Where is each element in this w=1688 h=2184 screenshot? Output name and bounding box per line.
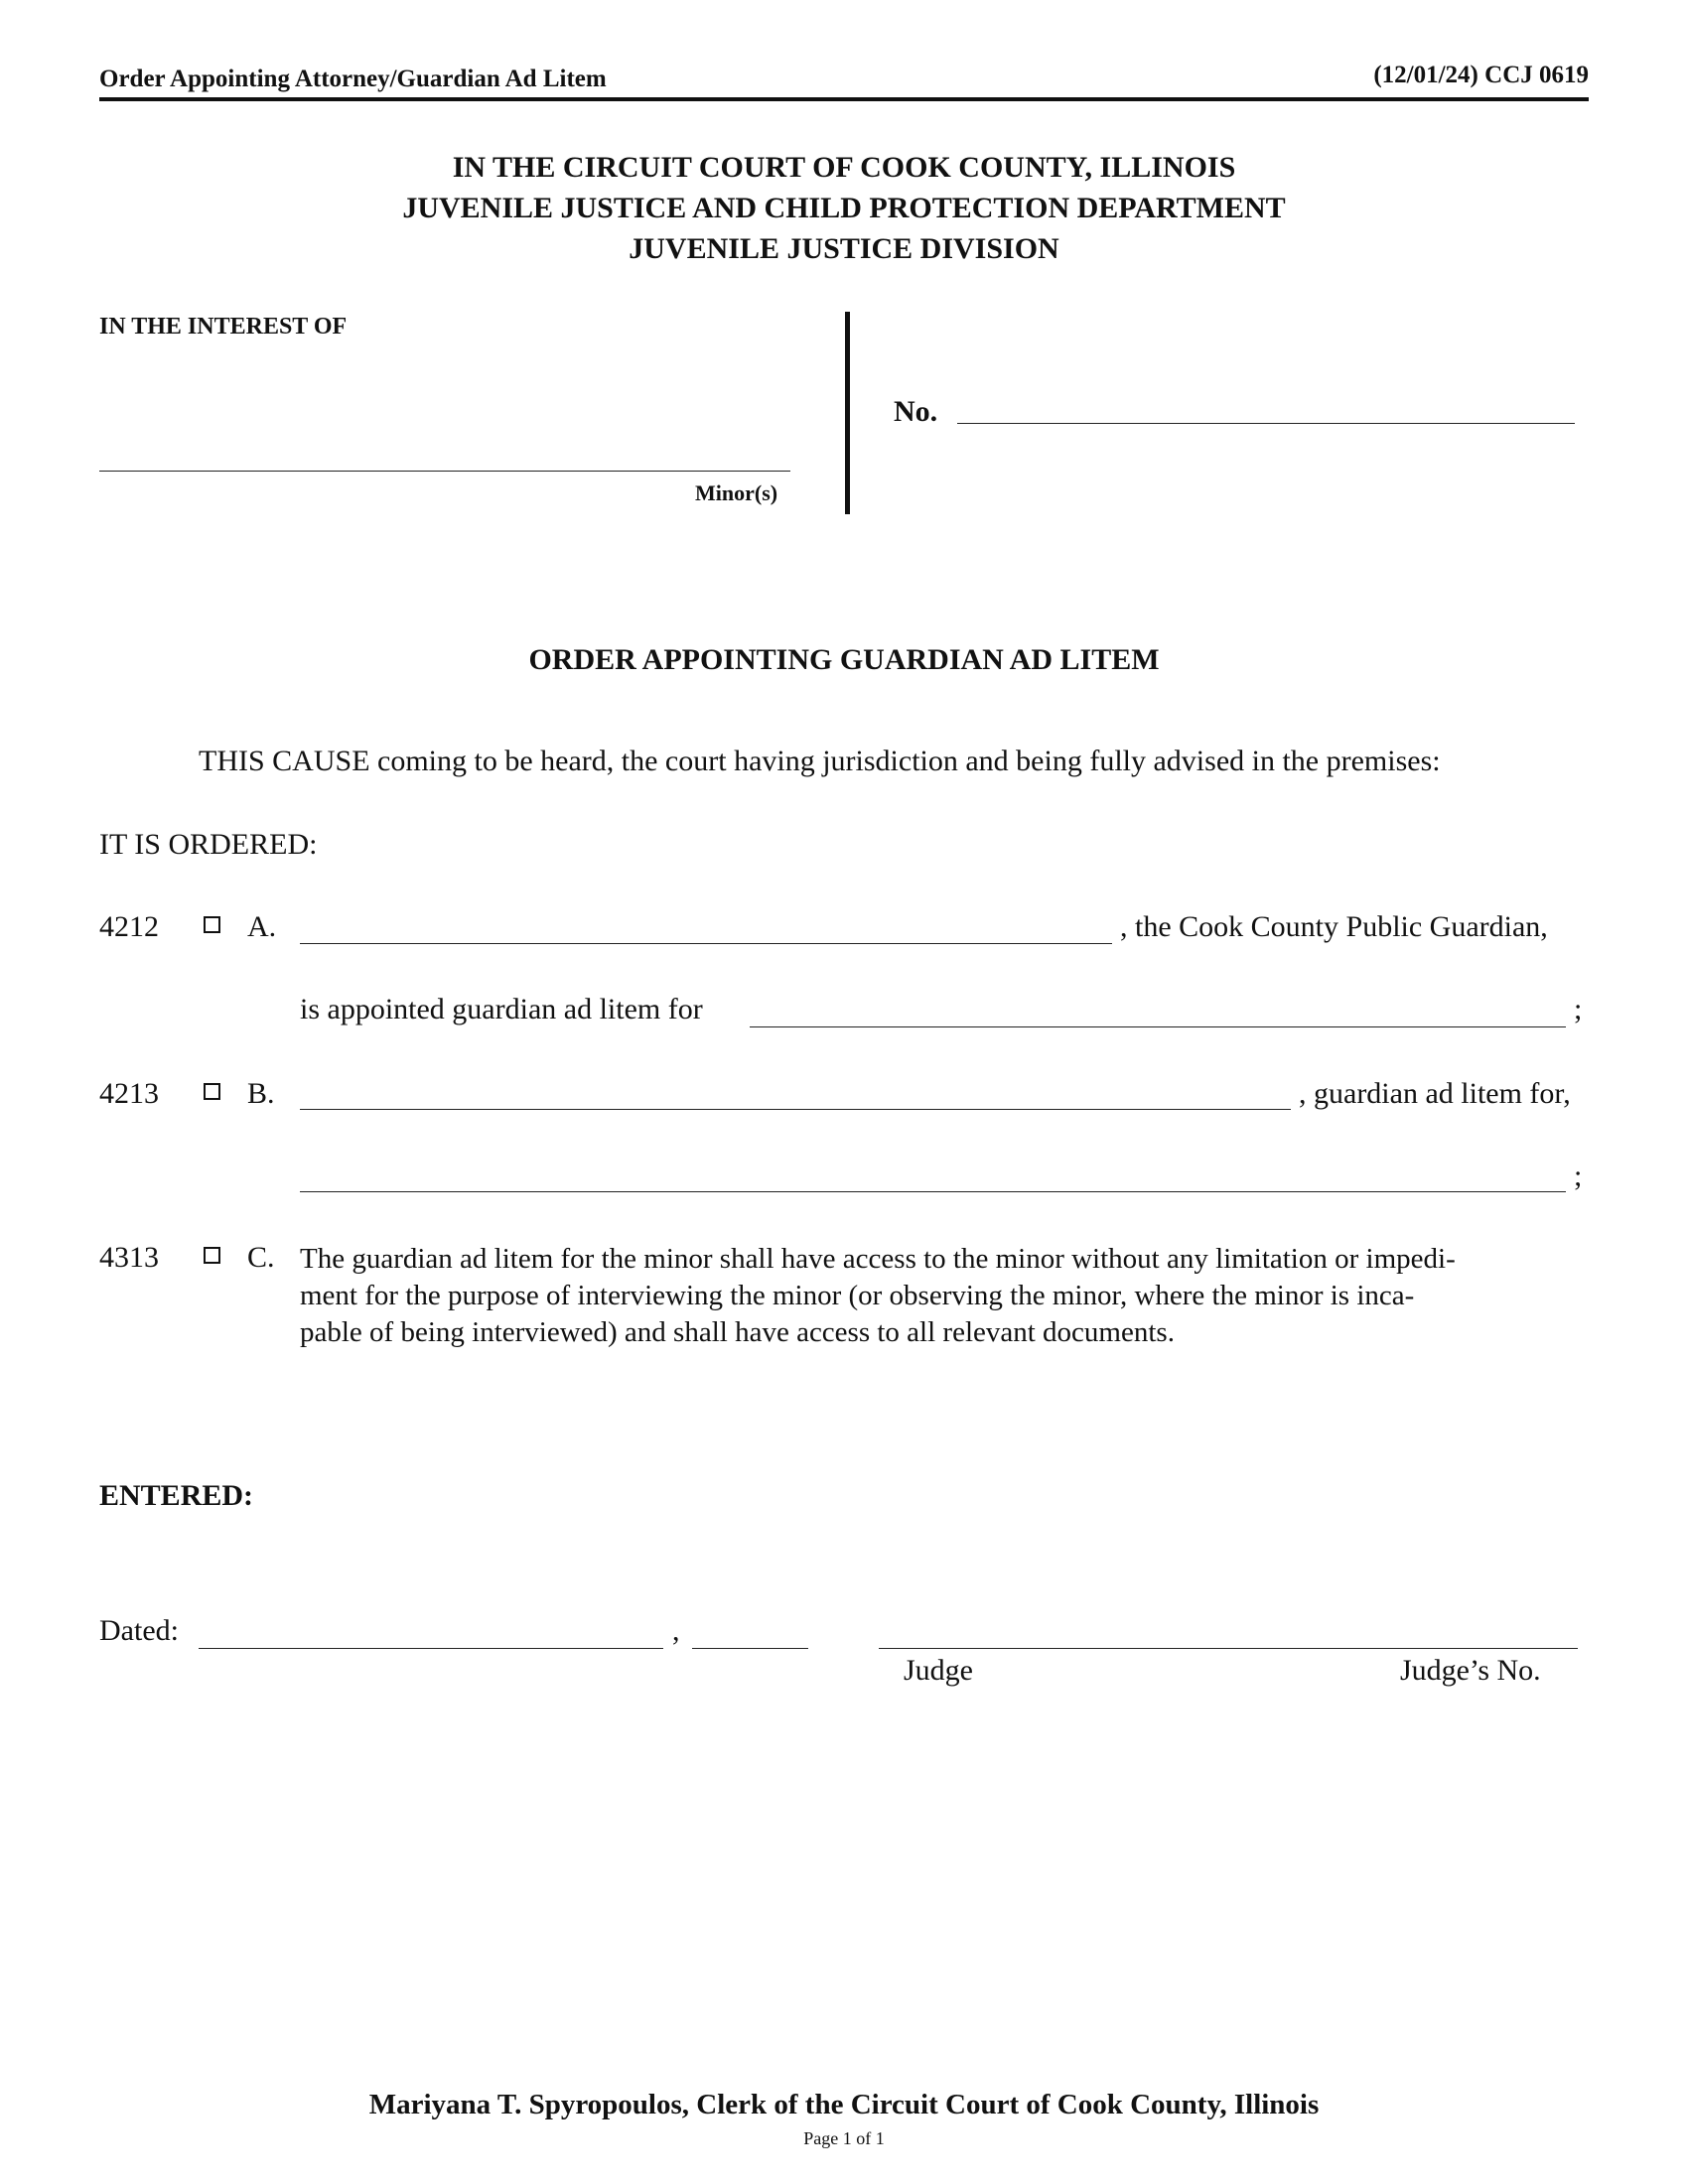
item-c-line-1: The guardian ad litem for the minor shall have access to the minor without any limitation or impedi- — [300, 1243, 1456, 1275]
dated-label: Dated: — [99, 1614, 179, 1647]
form-code: (12/01/24) CCJ 0619 — [1373, 62, 1589, 88]
item-a-code: 4212 — [99, 910, 159, 943]
judge-label: Judge — [904, 1654, 973, 1687]
header-rule — [99, 97, 1589, 101]
court-line-1: IN THE CIRCUIT COURT OF COOK COUNTY, ILLINOIS — [452, 151, 1236, 184]
item-c-letter: C. — [247, 1241, 275, 1274]
item-b-end: ; — [1574, 1160, 1583, 1192]
item-c-checkbox[interactable] — [204, 1247, 220, 1264]
case-number-label: No. — [894, 395, 938, 428]
page-number: Page 1 of 1 — [803, 2128, 885, 2148]
item-b-checkbox[interactable] — [204, 1083, 220, 1100]
item-a-attorney-field[interactable] — [300, 943, 1112, 944]
minor-name-field[interactable] — [99, 471, 790, 472]
item-c-code: 4313 — [99, 1241, 159, 1274]
item-a-appointed-text: is appointed guardian ad litem for — [300, 993, 703, 1025]
intro-text: THIS CAUSE coming to be heard, the court having jurisdiction and being fully advised in the premises: — [199, 745, 1441, 777]
item-b-minor-field[interactable] — [300, 1191, 1566, 1192]
court-line-3: JUVENILE JUSTICE DIVISION — [629, 232, 1059, 265]
order-title: ORDER APPOINTING GUARDIAN AD LITEM — [528, 643, 1160, 676]
item-a-checkbox[interactable] — [204, 916, 220, 933]
item-a-end: ; — [1574, 993, 1583, 1025]
item-c-text — [300, 1241, 1591, 1351]
item-a-letter: A. — [247, 910, 277, 943]
date-field[interactable] — [199, 1648, 663, 1649]
case-number-field[interactable] — [957, 423, 1575, 424]
item-c-line-3: pable of being interviewed) and shall have access to all relevant documents. — [300, 1316, 1175, 1348]
item-c-line-2: ment for the purpose of interviewing the minor (or observing the minor, where the minor is inca- — [300, 1280, 1415, 1311]
item-b-letter: B. — [247, 1077, 275, 1110]
item-a-minor-field[interactable] — [750, 1026, 1566, 1027]
it-is-ordered: IT IS ORDERED: — [99, 828, 318, 861]
item-b-guardian-field[interactable] — [300, 1109, 1291, 1110]
interest-label: IN THE INTEREST OF — [99, 314, 348, 340]
item-b-code: 4213 — [99, 1077, 159, 1110]
judge-signature-field[interactable] — [879, 1648, 1578, 1649]
item-a-text: , the Cook County Public Guardian, — [1120, 910, 1548, 943]
court-heading — [0, 147, 1688, 269]
form-title: Order Appointing Attorney/Guardian Ad Litem — [99, 66, 607, 92]
caption-divider — [845, 312, 850, 514]
court-line-2: JUVENILE JUSTICE AND CHILD PROTECTION DEPARTMENT — [402, 192, 1286, 224]
year-field[interactable] — [692, 1648, 808, 1649]
date-comma: , — [672, 1614, 680, 1647]
clerk-footer: Mariyana T. Spyropoulos, Clerk of the Circuit Court of Cook County, Illinois — [368, 2089, 1320, 2120]
minor-label: Minor(s) — [695, 480, 778, 505]
item-b-text: , guardian ad litem for, — [1299, 1077, 1571, 1110]
judge-number-label: Judge’s No. — [1400, 1654, 1541, 1687]
entered-label: ENTERED: — [99, 1479, 254, 1512]
